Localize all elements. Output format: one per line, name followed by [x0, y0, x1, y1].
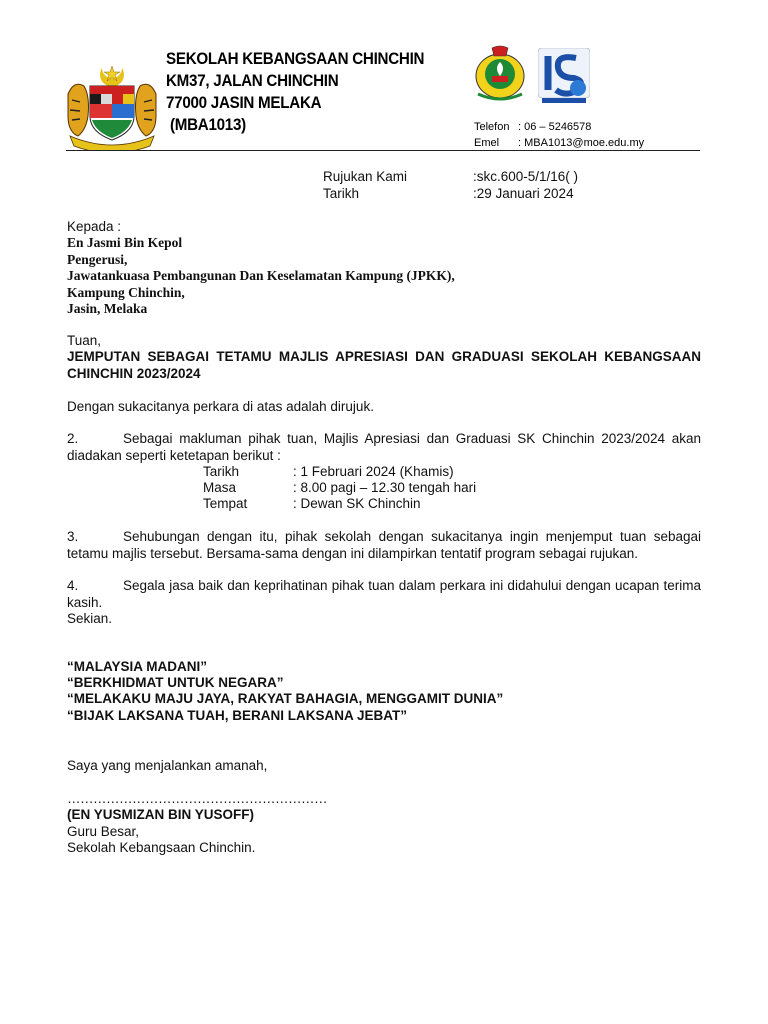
school-name-line-1: SEKOLAH KEBANGSAAN CHINCHIN [166, 50, 425, 68]
paragraph-2-text: Sebagai makluman pihak tuan, Majlis Apresiasi dan Graduasi SK Chinchin 2023/2024 akan diadakan seperti ketetapan berikut : [67, 431, 701, 463]
tarikh-value: :29 Januari 2024 [473, 186, 574, 201]
subject-heading: JEMPUTAN SEBAGAI TETAMU MAJLIS APRESIASI DAN GRADUASI SEKOLAH KEBANGSAAN CHINCHIN 2023/2024 [67, 349, 701, 381]
school-address-line-1: KM37, JALAN CHINCHIN [166, 72, 339, 90]
recipient-address-2: Jasin, Melaka [67, 301, 148, 316]
paragraph-2 [67, 431, 701, 464]
recipient-organisation: Jawatankuasa Pembangunan Dan Keselamatan Kampung (JPKK), [67, 268, 455, 283]
paragraph-3-text: Sehubungan dengan itu, pihak sekolah dengan sukacitanya ingin menjemput tuan sebagai tetamu majlis tersebut. Bersama-sama dengan ini dilampirkan tentatif program sebagai rujukan. [67, 529, 701, 561]
detail-tarikh-label: Tarikh [203, 464, 240, 479]
motto-1: “MALAYSIA MADANI” [67, 659, 208, 674]
paragraph-3-number: 3. [67, 529, 79, 544]
rujukan-value: :skc.600-5/1/16( ) [473, 169, 579, 184]
recipient-name: En Jasmi Bin Kepol [67, 235, 183, 250]
telefon-label: Telefon [474, 121, 510, 133]
detail-tarikh-value: : 1 Februari 2024 (Khamis) [293, 464, 454, 479]
school-address-line-2: 77000 JASIN MELAKA [166, 94, 322, 112]
motto-2: “BERKHIDMAT UNTUK NEGARA” [67, 675, 284, 690]
ppd-logo [538, 48, 590, 104]
signature-line: …………………………………………………… [67, 791, 327, 806]
recipient-position: Pengerusi, [67, 252, 128, 267]
detail-tempat-value: : Dewan SK Chinchin [293, 496, 421, 511]
recipient-address-1: Kampung Chinchin, [67, 285, 185, 300]
emel-value[interactable]: : MBA1013@moe.edu.my [518, 137, 645, 149]
motto-3: “MELAKAKU MAJU JAYA, RAKYAT BAHAGIA, MENGGAMIT DUNIA” [67, 691, 504, 706]
telefon-value: : 06 – 5246578 [518, 121, 592, 133]
detail-masa-value: : 8.00 pagi – 12.30 tengah hari [293, 480, 477, 495]
salutation: Tuan, [67, 333, 102, 348]
detail-masa-label: Masa [203, 480, 237, 495]
school-code: (MBA1013) [166, 116, 246, 134]
signatory-name: (EN YUSMIZAN BIN YUSOFF) [67, 807, 255, 822]
paragraph-2-number: 2. [67, 431, 79, 446]
sekian-text: Sekian. [67, 611, 113, 626]
rujukan-label: Rujukan Kami [323, 169, 408, 184]
header-divider [66, 150, 700, 151]
detail-tempat-label: Tempat [203, 496, 248, 511]
motto-4: “BIJAK LAKSANA TUAH, BERANI LAKSANA JEBAT” [67, 708, 408, 723]
amanah-text: Saya yang menjalankan amanah, [67, 758, 268, 773]
paragraph-4-number: 4. [67, 578, 79, 593]
melaka-crest-logo [470, 44, 530, 102]
coat-of-arms-logo [64, 64, 160, 150]
tarikh-label: Tarikh [323, 186, 360, 201]
signatory-school: Sekolah Kebangsaan Chinchin. [67, 840, 256, 855]
paragraph-4-text: Segala jasa baik dan keprihatinan pihak tuan dalam perkara ini didahului dengan ucapan terima kasih. [67, 578, 701, 610]
emel-label: Emel [474, 137, 500, 149]
kepada-label: Kepada : [67, 219, 122, 234]
intro-paragraph: Dengan sukacitanya perkara di atas adalah dirujuk. [67, 399, 374, 414]
paragraph-4 [67, 578, 701, 611]
paragraph-3 [67, 529, 701, 562]
signatory-title: Guru Besar, [67, 824, 140, 839]
